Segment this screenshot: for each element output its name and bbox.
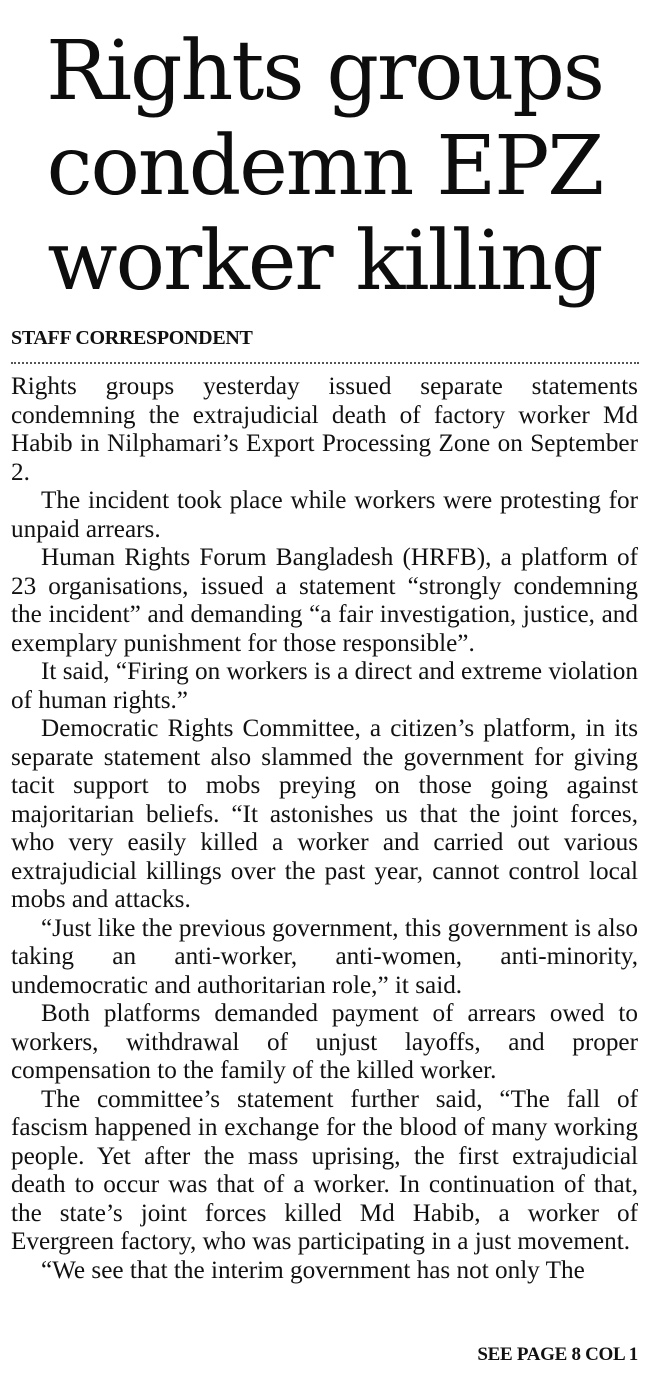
paragraph: Rights groups yesterday issued separate statements condemning the extrajudicial death of factory worker Md Habib in Nilphamari’s Export Processing Zone on September 2.: [11, 373, 638, 486]
byline: STAFF CORRESPONDENT: [11, 327, 253, 349]
paragraph: Human Rights Forum Bangladesh (HRFB), a platform of 23 organisations, issued a statement “strongly condemning the incident” and demanding “a fair investigation, justice, and exemplary punishment for those responsible”.: [11, 544, 638, 657]
paragraph: “Just like the previous government, this government is also taking an anti-worker, anti-women, anti-minority, undemocratic and authoritarian role,” it said.: [11, 914, 638, 999]
headline-line: Rights groups: [46, 24, 603, 119]
paragraph: It said, “Firing on workers is a direct and extreme violation of human rights.”: [11, 658, 638, 714]
article-body: [11, 373, 638, 1285]
continued-on-page-label: SEE PAGE 8 COL 1: [477, 1344, 638, 1365]
paragraph: The incident took place while workers were protesting for unpaid arrears.: [11, 487, 638, 543]
headline-line: condemn EPZ: [46, 119, 603, 214]
headline-line: worker killing: [47, 214, 602, 309]
paragraph: “We see that the interim government has not only The: [41, 1256, 585, 1284]
paragraph: Both platforms demanded payment of arrears owed to workers, withdrawal of unjust layoffs, and proper compensation to the family of the killed worker.: [11, 1000, 638, 1084]
headline: [0, 24, 649, 309]
dotted-divider: [11, 362, 639, 364]
paragraph: Democratic Rights Committee, a citizen’s platform, in its separate statement also slammed the government for giving tacit support to mobs preying on those going against majoritarian beliefs. “It astonishes us that the joint forces, who very easily killed a worker and carried out various extrajudicial killings over the past year, cannot control local mobs and attacks.: [11, 715, 638, 913]
paragraph: The committee’s statement further said, “The fall of fascism happened in exchange for the blood of many working people. Yet after the mass uprising, the first extrajudicial death to occur was that of a worker. In continuation of that, the state’s joint forces killed Md Habib, a worker of Evergreen factory, who was participating in a just movement.: [11, 1085, 638, 1255]
